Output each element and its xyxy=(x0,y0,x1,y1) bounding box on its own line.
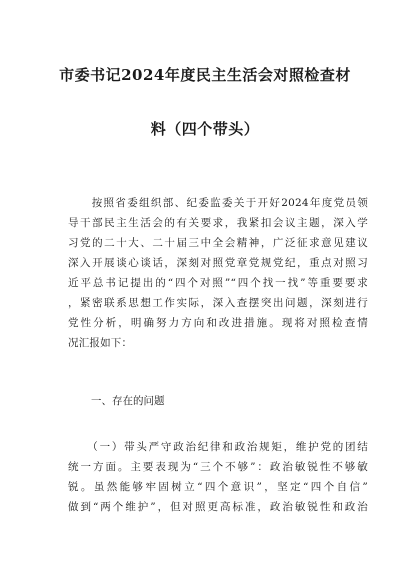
paragraph-line: 党性分析，明确努力方向和改进措施。现将对照检查情 xyxy=(68,317,368,329)
paragraph-line: 深入开展谈心谈话，深刻对照党章党规党纪，重点对照习 xyxy=(68,257,368,269)
paragraph-line: 按照省委组织部、纪委监委关于开好2024年度党员领 xyxy=(68,197,368,209)
intro-paragraph xyxy=(68,193,368,353)
paragraph-line: 做到“两个维护”，但对照更高标准，政治敏锐性和政治 xyxy=(68,501,368,513)
paragraph-line: 统一方面。主要表现为“三个不够”：政治敏锐性不够敏 xyxy=(68,461,368,473)
paragraph-line: 习党的二十大、二十届三中全会精神，广泛征求意见建议 xyxy=(68,237,368,249)
paragraph-line: ，紧密联系思想工作实际，深入查摆突出问题，深刻进行 xyxy=(68,297,368,309)
section-heading: 一、存在的问题 xyxy=(91,395,165,407)
document-title-line-2: 料（四个带头） xyxy=(150,120,260,138)
document-title-line-1: 市委书记2024年度民主生活会对照检查材 xyxy=(59,66,351,84)
paragraph-line: 导干部民主生活会的有关要求，我紧扣会议主题，深入学 xyxy=(68,217,368,229)
paragraph-line: （一）带头严守政治纪律和政治规矩，维护党的团结 xyxy=(68,441,368,453)
paragraph-line: 锐。虽然能够牢固树立“四个意识”，坚定“四个自信” xyxy=(68,481,368,493)
subsection-paragraph xyxy=(68,437,368,517)
paragraph-line: 况汇报如下： xyxy=(68,337,133,349)
paragraph-line: 近平总书记提出的“四个对照”“四个找一找”等重要要求 xyxy=(68,277,368,289)
